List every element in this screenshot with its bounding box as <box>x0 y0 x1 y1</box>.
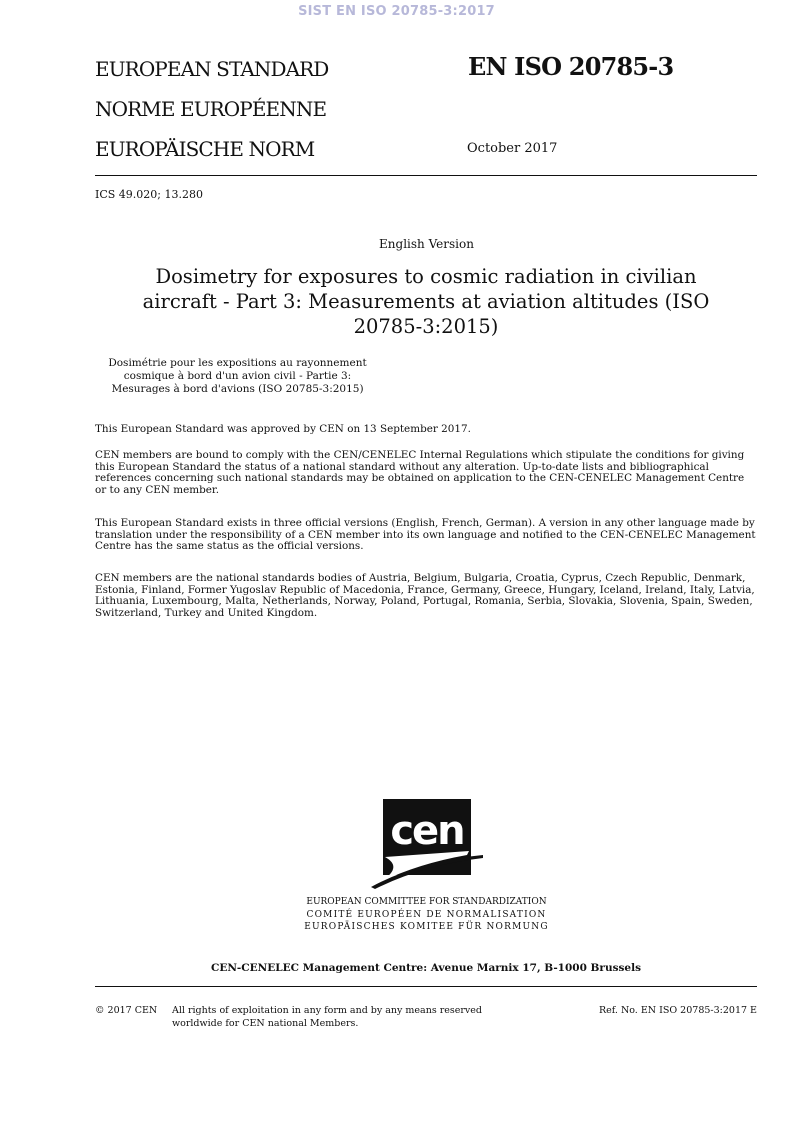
watermark: SIST EN ISO 20785-3:2017 <box>298 4 495 19</box>
version-label: English Version <box>379 237 474 251</box>
publication-date: October 2017 <box>467 141 558 156</box>
standard-number: EN ISO 20785-3 <box>468 52 674 81</box>
members-paragraph: CEN members are the national standards bodies of Austria, Belgium, Bulgaria, Croatia, Cyprus, Czech Republic, Denmark, Estonia, Finland, Former Yugoslav Republic of Macedonia, France, Germany, Greece, Hungary, Iceland, Ireland, Italy, Latvia, Lithuania, Luxembourg, Malta, Netherlands, Norway, Poland, Portugal, Romania, Serbia, Slovakia, Slovenia, Spain, Sweden, Switzerland, Turkey and United Kingdom. <box>95 572 755 619</box>
committee-name-de: EUROPÄISCHES KOMITEE FÜR NORMUNG <box>304 922 549 933</box>
approval-paragraph: This European Standard was approved by CEN on 13 September 2017. <box>95 423 471 435</box>
copyright: © 2017 CEN <box>95 1005 158 1016</box>
standard-label-fr: NORME EUROPÉENNE <box>95 97 327 121</box>
rights-statement: All rights of exploitation in any form and by any means reserved worldwide for CEN national Members. <box>172 1005 483 1029</box>
document-title: Dosimetry for exposures to cosmic radiation in civilian aircraft - Part 3: Measurements at aviation altitudes (ISO 20785-3:2015) <box>142 265 710 338</box>
committee-name-en: EUROPEAN COMMITTEE FOR STANDARDIZATION <box>306 897 547 907</box>
header-divider <box>95 175 757 176</box>
standard-label-de: EUROPÄISCHE NORM <box>95 137 315 161</box>
reference-number: Ref. No. EN ISO 20785-3:2017 E <box>598 1005 757 1016</box>
cen-logo-text: cen <box>390 808 464 854</box>
compliance-paragraph: CEN members are bound to comply with the CEN/CENELEC Internal Regulations which stipulate the conditions for giving this European Standard the status of a national standard without any alteration. Up-to-date lists and bibliographical references concerning such national standards may be obtained on application to the CEN-CENELEC Management Centre or to any CEN member. <box>95 449 745 496</box>
standard-label-en: EUROPEAN STANDARD <box>95 57 329 81</box>
document-title-fr: Dosimétrie pour les expositions au rayonnement cosmique à bord d'un avion civil - Partie 3: Mesurages à bord d'avions (ISO 20785-3:2015) <box>108 357 367 395</box>
cen-logo-icon <box>371 799 483 889</box>
committee-name-fr: COMITÉ EUROPÉEN DE NORMALISATION <box>306 909 547 920</box>
committee-names <box>0 896 793 934</box>
footer-divider <box>95 986 757 987</box>
management-centre-address: CEN-CENELEC Management Centre: Avenue Marnix 17, B-1000 Brussels <box>210 962 642 974</box>
versions-paragraph: This European Standard exists in three official versions (English, French, German). A version in any other language made by translation under the responsibility of a CEN member into its own language and notified to the CEN-CENELEC Management Centre has the same status as the official versions. <box>95 517 756 553</box>
ics-code: ICS 49.020; 13.280 <box>95 188 203 201</box>
